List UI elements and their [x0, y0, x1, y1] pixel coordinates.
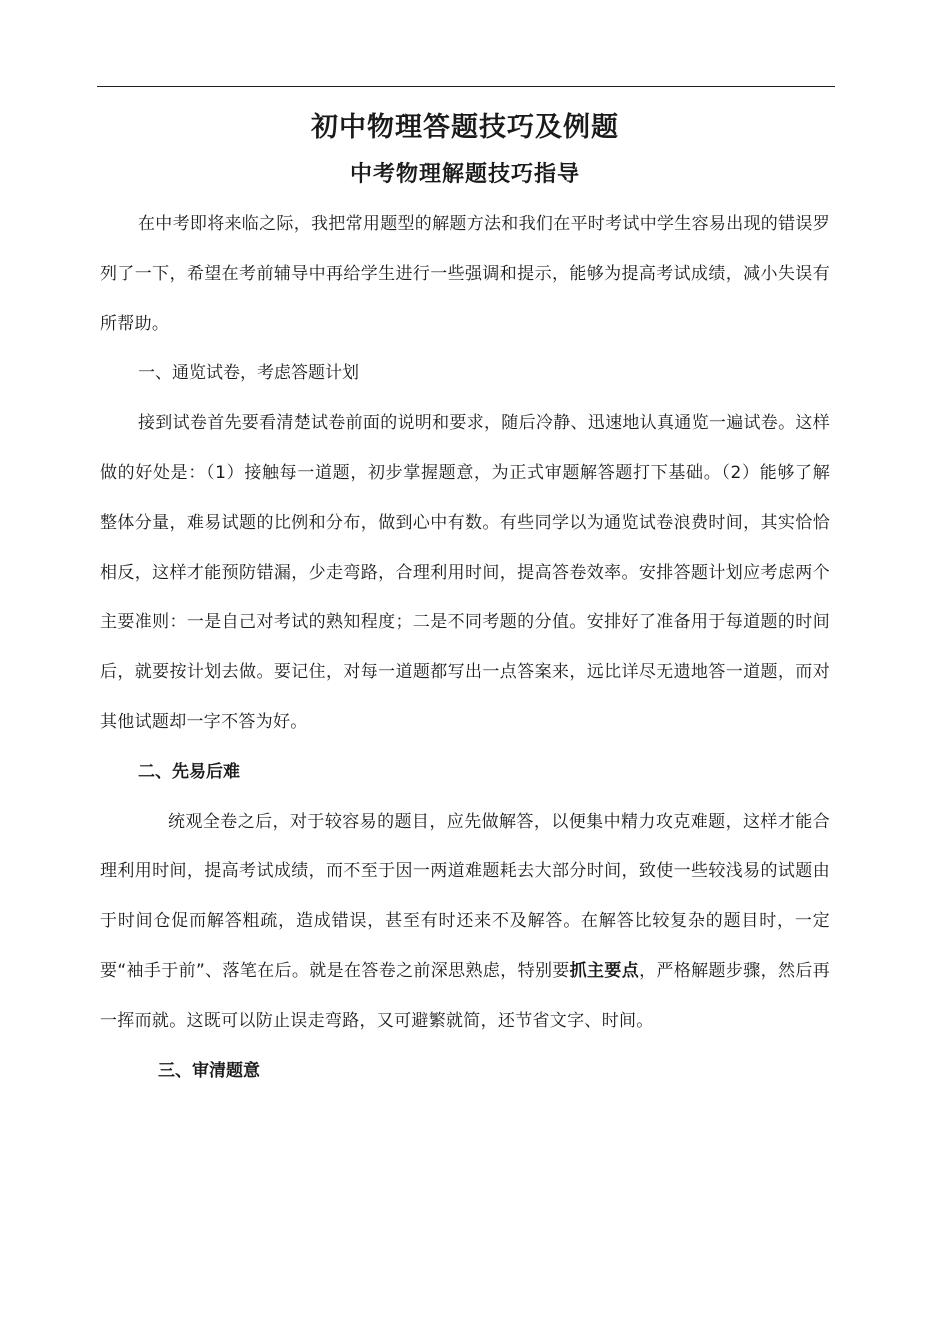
- section-1-heading: 一、通览试卷，考虑答题计划: [138, 363, 359, 384]
- document-subtitle: 中考物理解题技巧指导: [349, 162, 580, 187]
- intro-paragraph: 在中考即将来临之际，我把常用题型的解题方法和我们在平时考试中学生容易出现的错误罗列了一下，希望在考前辅导中再给学生进行一些强调和提示，能够为提高考试成绩，减小失误有所帮助。: [100, 214, 830, 334]
- section-2-emphasis: 抓主要点: [569, 960, 640, 981]
- section-2-paragraph: [100, 798, 830, 1047]
- section-2-text-before: 统观全卷之后，对于较容易的题目，应先做解答，以便集中精力攻克难题，这样才能合理利用时间，提高考试成绩，而不至于因一两道难题耗去大部分时间，致使一些较浅易的试题由于时间仓促而解答粗疏，造成错误，甚至有时还来不及解答。在解答比较复杂的题目时，一定要“袖手于前”、落笔在后。就是在答卷之前深思熟虑，特别要: [100, 811, 830, 981]
- header-rule: [97, 86, 835, 87]
- document-title: 初中物理答题技巧及例题: [311, 112, 619, 143]
- section-1-paragraph: 接到试卷首先要看清楚试卷前面的说明和要求，随后冷静、迅速地认真通览一遍试卷。这样做的好处是：（1）接触每一道题，初步掌握题意，为正式审题解答题打下基础。（2）能够了解整体分量，难易试题的比例和分布，做到心中有数。有些同学以为通览试卷浪费时间，其实恰恰相反，这样才能预防错漏，少走弯路，合理利用时间，提高答卷效率。安排答题计划应考虑两个主要准则：一是自己对考试的熟知程度；二是不同考题的分值。安排好了准备用于每道题的时间后，就要按计划去做。要记住，对每一道题都写出一点答案来，远比详尽无遗地答一道题，而对其他试题却一字不答为好。: [100, 413, 830, 732]
- section-3-heading: 三、审清题意: [158, 1060, 260, 1081]
- section-2-text-after: ，严格解题步骤，然后再一挥而就。这既可以防止误走弯路，又可避繁就简，还节省文字、时间。: [100, 960, 830, 1031]
- document-body: [100, 100, 830, 1096]
- section-2-heading: 二、先易后难: [138, 761, 240, 782]
